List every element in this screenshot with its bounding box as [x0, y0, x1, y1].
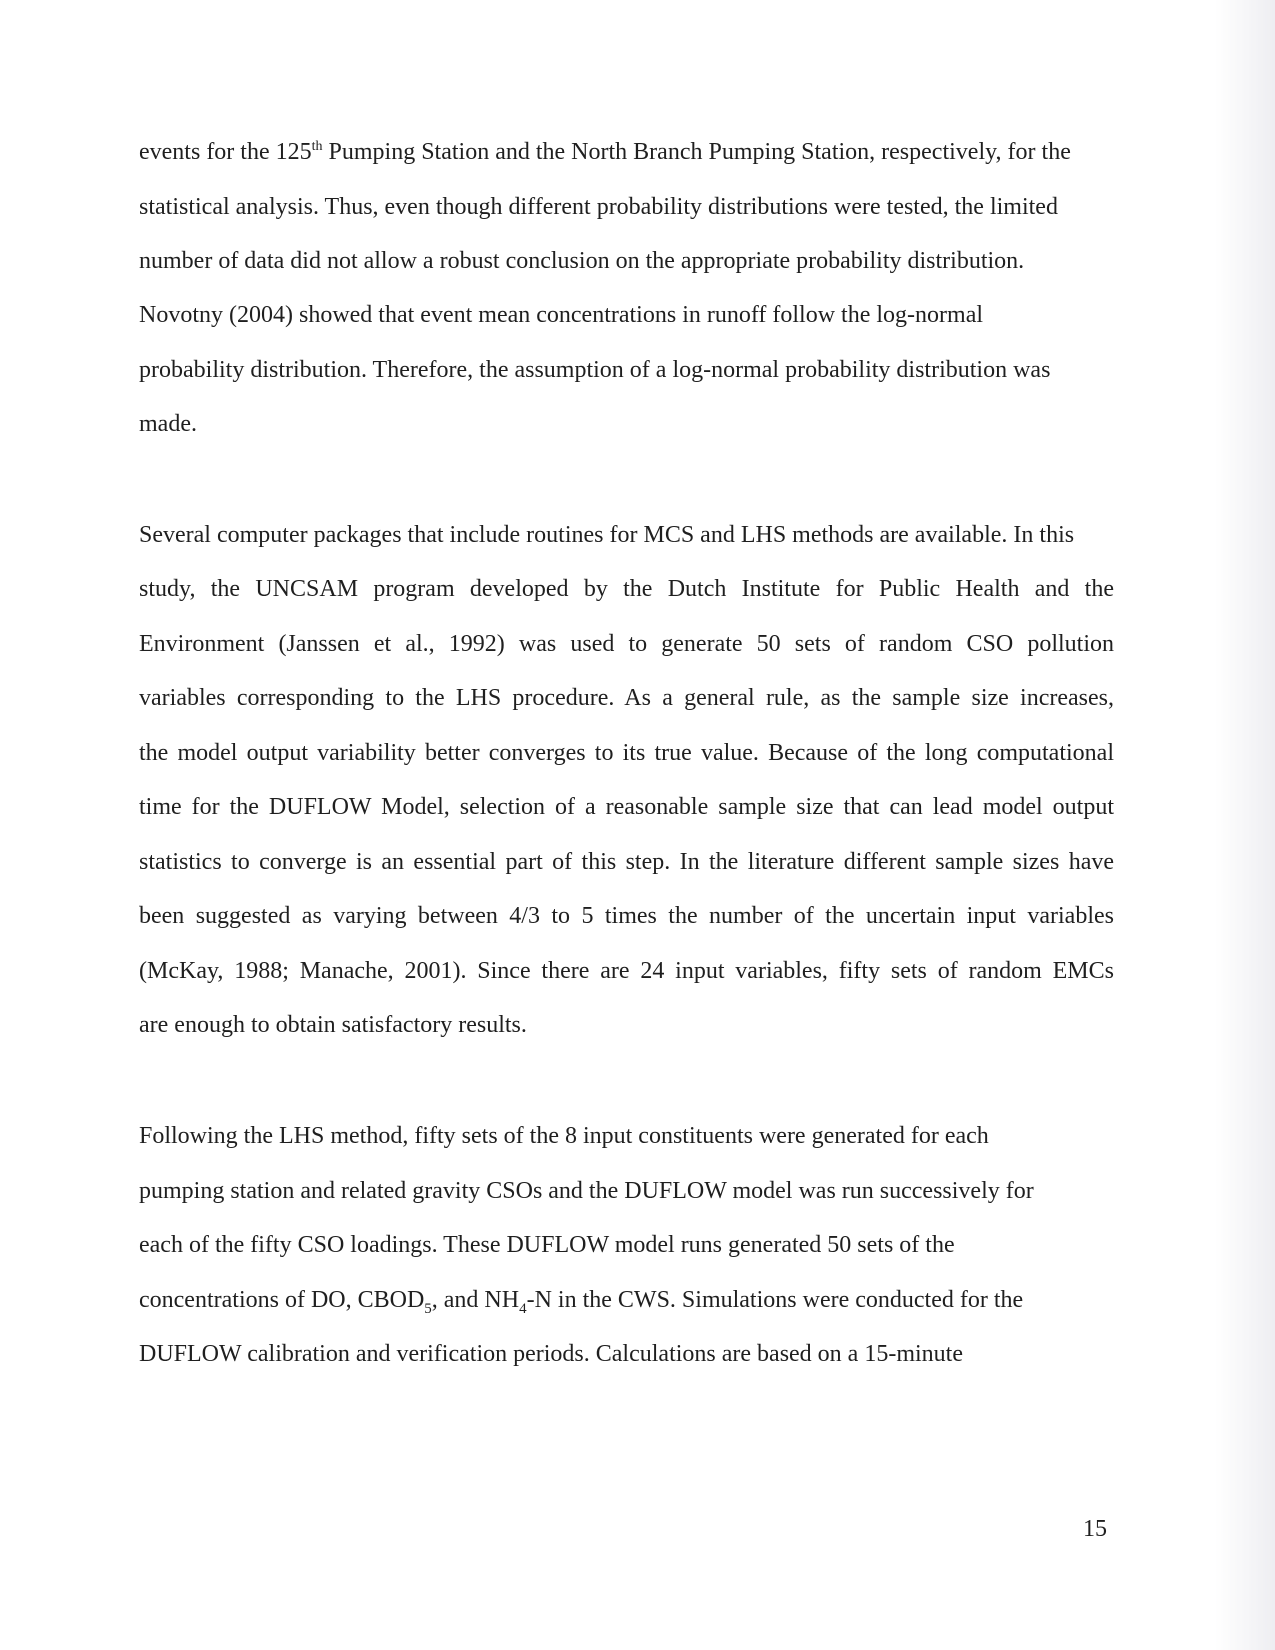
paragraph-3-line-4: concentrations of DO, $CBOD_5$, and $NH_4-N$ in the CWS. Simulations were conducted for the — [139, 1287, 1024, 1317]
paragraph-3-line-1: Following the LHS method, fifty sets of the 8 input constituents were generated for each — [139, 1123, 989, 1149]
paragraph-3-line-3: each of the fifty CSO loadings. These DUFLOW model runs generated 50 sets of the — [139, 1232, 955, 1258]
paragraph-2-line-10: are enough to obtain satisfactory results. — [139, 1012, 527, 1038]
paragraph-2-line-6: time for the DUFLOW Model, selection of a reasonable sample size that can lead model output — [139, 794, 1114, 820]
ordinal-superscript: th — [311, 139, 323, 154]
paragraph-2-line-2: study, the UNCSAM program developed by the Dutch Institute for Public Health and the — [139, 576, 1114, 602]
paragraph-2-line-4: variables corresponding to the LHS procedure. As a general rule, as the sample size increases, — [139, 685, 1114, 711]
page-number: 15 — [1083, 1516, 1107, 1542]
paragraph-2-line-8: been suggested as varying between 4/3 to 5 times the number of the uncertain input variables — [139, 903, 1114, 929]
paragraph-1-line-3: number of data did not allow a robust conclusion on the appropriate probability distribution. — [139, 248, 1025, 274]
subscript-4: 4 — [519, 1300, 527, 1317]
paragraph-3-line-5: DUFLOW calibration and verification periods. Calculations are based on a 15-minute — [139, 1341, 963, 1367]
paragraph-2-line-7: statistics to converge is an essential part of this step. In the literature different sample sizes have — [139, 849, 1114, 875]
paragraph-2-line-9: (McKay, 1988; Manache, 2001). Since there are 24 input variables, fifty sets of random EMCs — [139, 958, 1114, 984]
paragraph-1-line-1: events for the 125th Pumping Station and the North Branch Pumping Station, respectively, for the — [139, 139, 1071, 165]
subscript-5: 5 — [424, 1300, 432, 1317]
paragraph-1-line-2: statistical analysis. Thus, even though different probability distributions were tested, the limited — [139, 194, 1058, 220]
paragraph-3-line-2: pumping station and related gravity CSOs and the DUFLOW model was run successively for — [139, 1178, 1034, 1204]
paragraph-2-line-1: Several computer packages that include routines for MCS and LHS methods are available. In this — [139, 522, 1075, 548]
page-edge-shadow — [1215, 0, 1275, 1650]
paragraph-1-line-5: probability distribution. Therefore, the assumption of a log-normal probability distribution was — [139, 357, 1051, 383]
paragraph-2-line-3: Environment (Janssen et al., 1992) was used to generate 50 sets of random CSO pollution — [139, 631, 1114, 657]
paragraph-1-line-6: made. — [139, 411, 197, 437]
paragraph-2-line-5: the model output variability better converges to its true value. Because of the long computational — [139, 740, 1114, 766]
paragraph-1-line-4: Novotny (2004) showed that event mean concentrations in runoff follow the log-normal — [139, 302, 984, 328]
